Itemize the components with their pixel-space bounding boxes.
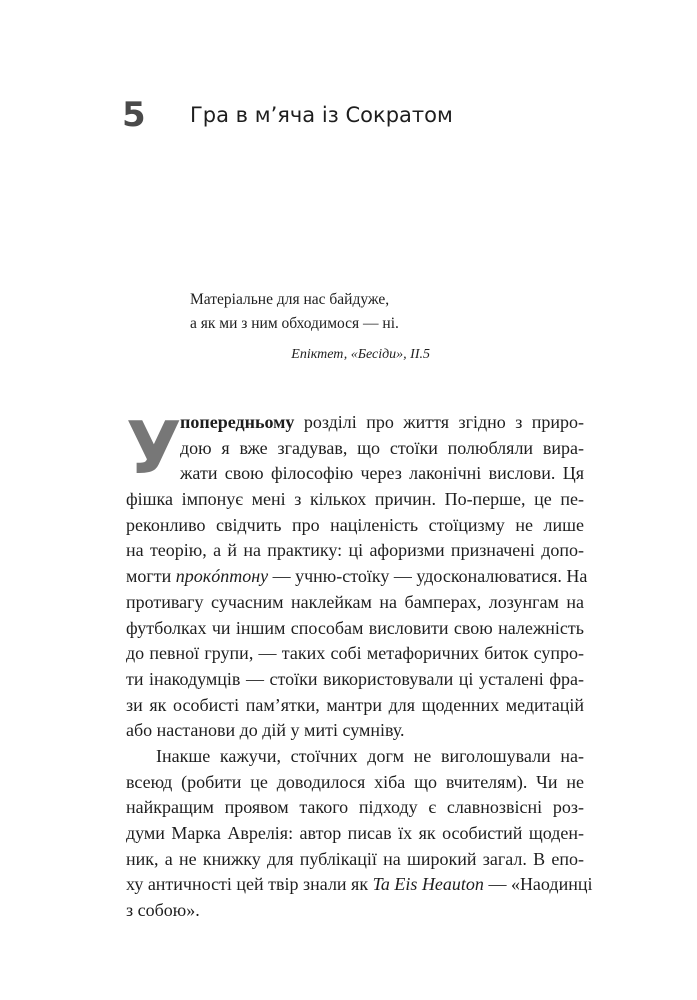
text-run: найкращим проявом такого підходу є славнозвісні роз- (126, 797, 584, 818)
text-line (126, 872, 593, 898)
text-line (126, 616, 584, 642)
text-run: жати свою філософію через лаконічні вислови. Ця (180, 463, 584, 484)
text-line (126, 590, 584, 616)
text-run: ти інакодумців — стоїки використовували ці усталені фра- (126, 668, 584, 689)
epigraph (190, 288, 430, 367)
text-run: фішка імпонує мені з кількох причин. По-перше, це пе- (126, 489, 584, 510)
drop-cap: У (126, 406, 182, 490)
text-run: всеюд (робити це доводилося хіба що вчителям). Чи не (126, 771, 584, 792)
text-line (126, 487, 584, 513)
text-run: реконливо свідчить про націленість стоїцизму не лише (126, 514, 584, 535)
text-line (126, 898, 584, 924)
text-run: противагу сучасним наклейкам на бамперах, лозунгам на (126, 591, 584, 612)
text-line (126, 641, 584, 667)
epigraph-source: Епіктет, «Бесіди», II.5 (291, 347, 430, 362)
epigraph-line: а як ми з ним обходимося — ні. (190, 315, 399, 332)
text-run: ник, а не книжку для публікації на широкий загал. В епо- (126, 848, 584, 869)
chapter-number: 5 (122, 95, 146, 135)
bold-text: попередньому (180, 412, 295, 432)
text-line (126, 436, 584, 462)
text-run: на теорію, а й на практику: ці афоризми призначені допо- (126, 540, 584, 561)
italic-text: Ta Eis Heauton (372, 874, 484, 895)
italic-text: прокóптону (175, 566, 269, 587)
paragraph (126, 744, 593, 924)
text-line (126, 564, 588, 590)
text-run: зи як особисті пам’ятки, мантри для щоденних медитацій (126, 694, 584, 715)
text-line (126, 718, 584, 744)
text-line (126, 538, 584, 564)
text-line (126, 744, 584, 770)
chapter-title: Гра в м’яча із Сократом (190, 103, 453, 127)
text-run: з собою». (126, 900, 200, 921)
text-line (126, 693, 584, 719)
paragraph (126, 406, 588, 744)
text-line (126, 770, 584, 796)
text-run: футболках чи іншим способам висловити свою належність (126, 617, 584, 638)
epigraph-line: Матеріальне для нас байдуже, (190, 291, 390, 308)
text-line (126, 795, 584, 821)
text-run: дою я вже згадував, що стоїки полюбляли вира- (180, 437, 584, 458)
text-run: могти (126, 566, 176, 587)
text-run: думи Марка Аврелія: автор писав їх як особистий щоден- (126, 823, 584, 843)
text-run: до певної групи, — таких собі метафоричних биток супро- (126, 643, 584, 664)
text-run: розділі про життя згідно з приро- (294, 412, 584, 432)
text-run: або настанови до дій у миті сумніву. (126, 720, 405, 741)
text-line (126, 667, 584, 693)
text-line (126, 513, 584, 539)
text-run: — учню-стоїку — удосконалюватися. На (268, 566, 588, 587)
text-line (126, 461, 584, 487)
text-line (126, 821, 584, 847)
text-line (126, 410, 584, 436)
text-run: ху античності цей твір знали як (126, 874, 373, 895)
body-text (126, 406, 593, 924)
text-line (126, 847, 584, 873)
text-run: Інакше кажучи, стоїчних догм не виголошували на- (156, 745, 584, 766)
text-run: — «Наодинці (483, 874, 593, 895)
